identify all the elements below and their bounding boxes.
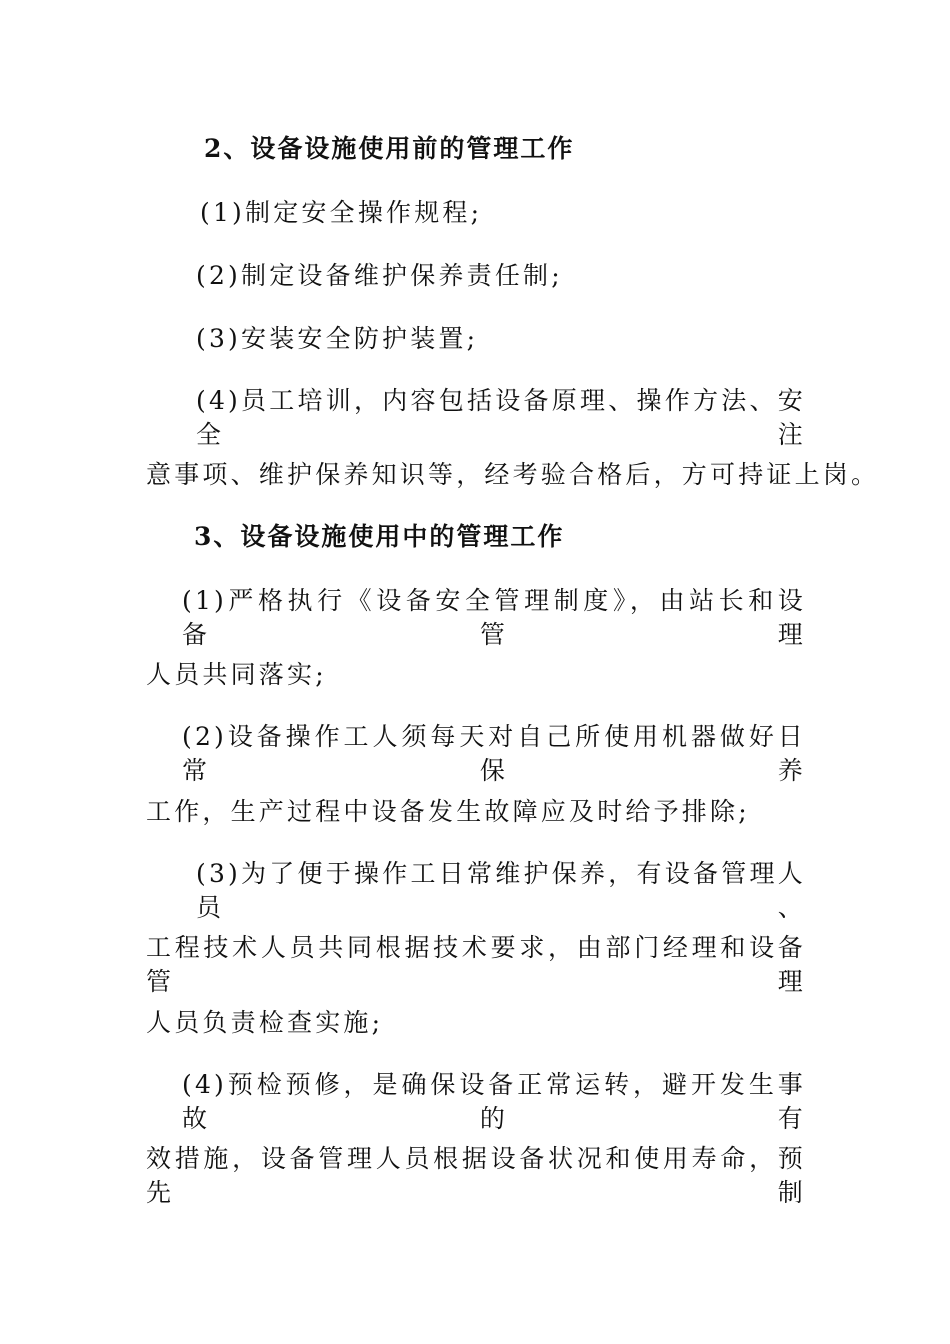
- paragraph-line-3-9: 效措施，设备管理人员根据设备状况和使用寿命，预先制: [146, 1144, 806, 1207]
- paragraph-line-3-8: (4)预检预修，是确保设备正常运转，避开发生事故的有: [182, 1070, 806, 1133]
- paragraph-line-3-3: (2)设备操作工人须每天对自己所使用机器做好日常保养: [182, 722, 806, 785]
- section-heading-2: 2、设备设施使用前的管理工作: [204, 134, 575, 163]
- paragraph-line-2-2: (2)制定设备维护保养责任制;: [196, 261, 563, 290]
- paragraph-line-2-1: (1)制定安全操作规程;: [200, 198, 483, 227]
- paragraph-line-2-5: 意事项、维护保养知识等，经考验合格后，方可持证上岗。: [146, 460, 880, 489]
- paragraph-line-2-3: (3)安装安全防护装置;: [196, 324, 479, 353]
- paragraph-line-3-7: 人员负责检查实施;: [146, 1008, 384, 1037]
- paragraph-line-3-5: (3)为了便于操作工日常维护保养，有设备管理人员、: [196, 859, 806, 922]
- paragraph-line-3-4: 工作，生产过程中设备发生故障应及时给予排除;: [146, 797, 750, 826]
- paragraph-line-3-1: (1)严格执行《设备安全管理制度》，由站长和设备管理: [182, 586, 806, 649]
- paragraph-line-2-4: (4)员工培训，内容包括设备原理、操作方法、安全注: [196, 386, 806, 449]
- paragraph-line-3-6: 工程技术人员共同根据技术要求，由部门经理和设备管理: [146, 933, 806, 996]
- paragraph-line-3-2: 人员共同落实;: [146, 660, 327, 689]
- section-heading-3: 3、设备设施使用中的管理工作: [194, 522, 565, 551]
